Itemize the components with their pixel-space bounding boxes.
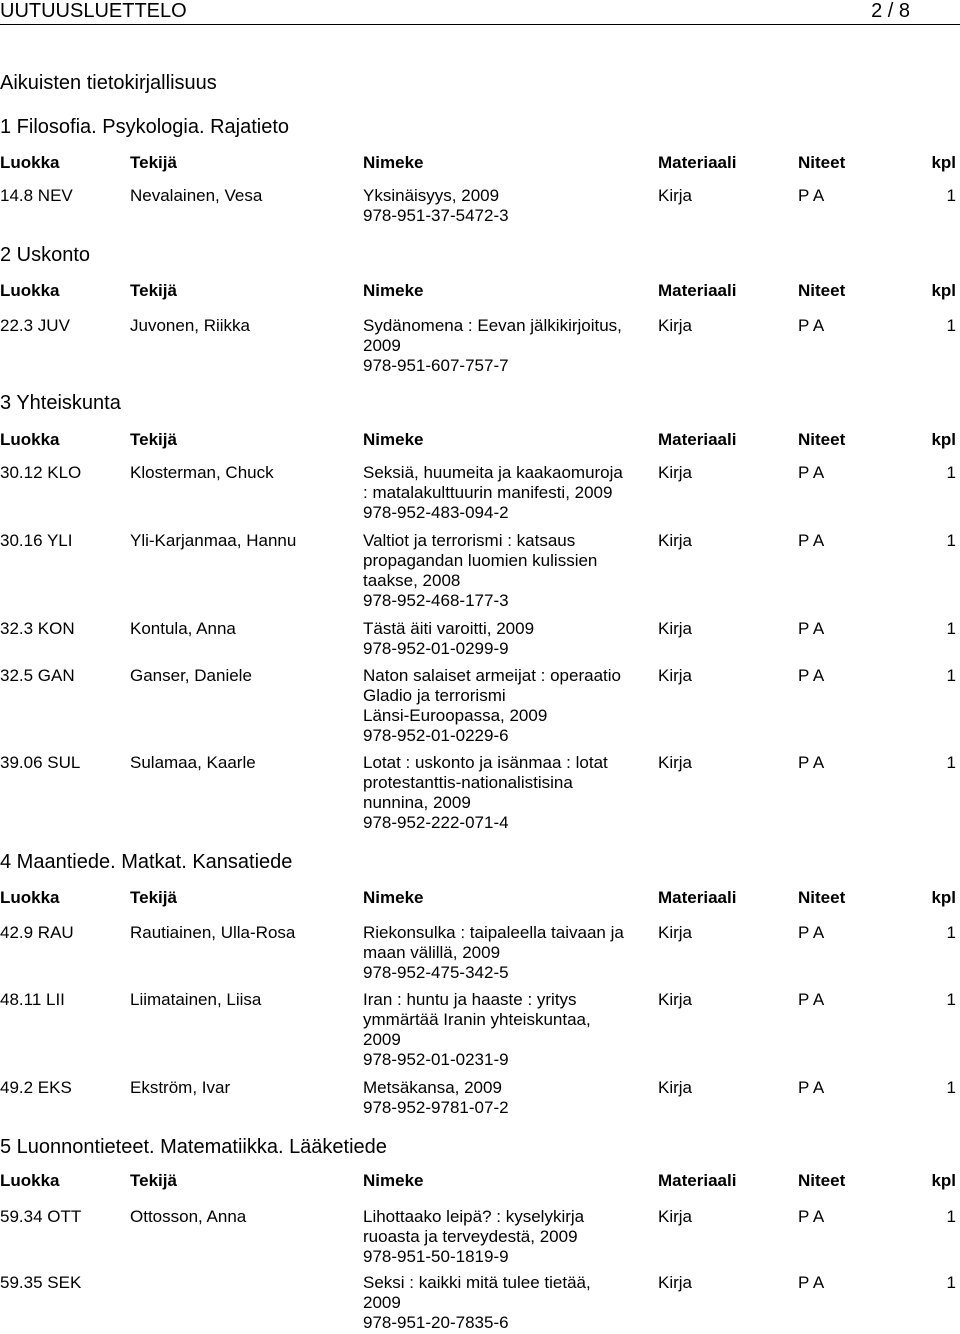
page-header bbox=[0, 0, 960, 22]
nimeke-line: taakse, 2008 bbox=[363, 571, 461, 590]
nimeke-line: 978-952-468-177-3 bbox=[363, 591, 509, 610]
niteet-cell: P A bbox=[798, 1273, 825, 1292]
column-header-niteet: Niteet bbox=[798, 430, 846, 449]
nimeke-cell bbox=[363, 186, 648, 226]
nimeke-line: 978-952-9781-07-2 bbox=[363, 1098, 509, 1117]
kpl-cell: 1 bbox=[946, 923, 956, 942]
nimeke-line: propagandan luomien kulissien bbox=[363, 551, 598, 570]
tekija-cell: Ekström, Ivar bbox=[130, 1078, 231, 1097]
column-header-luokka: Luokka bbox=[0, 1171, 60, 1190]
nimeke-line: Seksiä, huumeita ja kaakaomuroja bbox=[363, 463, 623, 482]
column-header-kpl: kpl bbox=[931, 888, 956, 907]
nimeke-line: 978-952-01-0231-9 bbox=[363, 1050, 509, 1069]
column-header-tekija: Tekijä bbox=[130, 430, 177, 449]
materiaali-cell: Kirja bbox=[658, 923, 693, 942]
column-header-luokka: Luokka bbox=[0, 430, 60, 449]
nimeke-cell bbox=[363, 666, 648, 746]
column-header-row bbox=[0, 281, 960, 301]
tekija-cell: Yli-Karjanmaa, Hannu bbox=[130, 531, 297, 550]
section-title: 4 Maantiede. Matkat. Kansatiede bbox=[0, 851, 293, 873]
materiaali-cell: Kirja bbox=[658, 619, 693, 638]
materiaali-cell: Kirja bbox=[658, 990, 693, 1009]
nimeke-line: 978-952-483-094-2 bbox=[363, 503, 509, 522]
column-header-niteet: Niteet bbox=[798, 1171, 846, 1190]
page-number: 2 / 8 bbox=[871, 0, 910, 22]
nimeke-line: Yksinäisyys, 2009 bbox=[363, 186, 500, 205]
column-header-row bbox=[0, 888, 960, 908]
nimeke-line: protestanttis-nationalistisina bbox=[363, 773, 573, 792]
kpl-cell: 1 bbox=[946, 316, 956, 335]
luokka-cell: 30.16 YLI bbox=[0, 531, 73, 550]
nimeke-line: 978-951-50-1819-9 bbox=[363, 1247, 509, 1266]
column-header-materiaali: Materiaali bbox=[658, 888, 737, 907]
column-header-niteet: Niteet bbox=[798, 281, 846, 300]
nimeke-line: Gladio ja terrorismi bbox=[363, 686, 506, 705]
nimeke-line: 978-952-01-0299-9 bbox=[363, 639, 509, 658]
section-title: 3 Yhteiskunta bbox=[0, 392, 121, 414]
column-header-materiaali: Materiaali bbox=[658, 430, 737, 449]
kpl-cell: 1 bbox=[946, 1273, 956, 1292]
nimeke-cell bbox=[363, 1207, 648, 1267]
kpl-cell: 1 bbox=[946, 463, 956, 482]
nimeke-line: Valtiot ja terrorismi : katsaus bbox=[363, 531, 576, 550]
nimeke-cell bbox=[363, 316, 648, 376]
column-header-luokka: Luokka bbox=[0, 281, 60, 300]
nimeke-cell bbox=[363, 923, 648, 983]
niteet-cell: P A bbox=[798, 1078, 825, 1097]
column-header-kpl: kpl bbox=[931, 281, 956, 300]
section-title: 5 Luonnontieteet. Matematiikka. Lääketiede bbox=[0, 1136, 387, 1158]
column-header-nimeke: Nimeke bbox=[363, 281, 424, 300]
luokka-cell: 32.5 GAN bbox=[0, 666, 75, 685]
niteet-cell: P A bbox=[798, 923, 825, 942]
column-header-luokka: Luokka bbox=[0, 888, 60, 907]
niteet-cell: P A bbox=[798, 753, 825, 772]
tekija-cell: Klosterman, Chuck bbox=[130, 463, 274, 482]
kpl-cell: 1 bbox=[946, 666, 956, 685]
nimeke-cell bbox=[363, 463, 648, 523]
materiaali-cell: Kirja bbox=[658, 1273, 693, 1292]
tekija-cell: Sulamaa, Kaarle bbox=[130, 753, 256, 772]
column-header-nimeke: Nimeke bbox=[363, 888, 424, 907]
kpl-cell: 1 bbox=[946, 1078, 956, 1097]
column-header-kpl: kpl bbox=[931, 153, 956, 172]
nimeke-line: Tästä äiti varoitti, 2009 bbox=[363, 619, 535, 638]
materiaali-cell: Kirja bbox=[658, 753, 693, 772]
nimeke-line: Metsäkansa, 2009 bbox=[363, 1078, 502, 1097]
luokka-cell: 49.2 EKS bbox=[0, 1078, 72, 1097]
nimeke-line: 2009 bbox=[363, 336, 401, 355]
materiaali-cell: Kirja bbox=[658, 1078, 693, 1097]
header-divider bbox=[0, 24, 960, 25]
column-header-row bbox=[0, 1171, 960, 1191]
tekija-cell: Ottosson, Anna bbox=[130, 1207, 247, 1226]
column-header-tekija: Tekijä bbox=[130, 153, 177, 172]
tekija-cell: Liimatainen, Liisa bbox=[130, 990, 262, 1009]
column-header-row bbox=[0, 153, 960, 173]
nimeke-line: Lihottaako leipä? : kyselykirja bbox=[363, 1207, 585, 1226]
nimeke-line: ruoasta ja terveydestä, 2009 bbox=[363, 1227, 578, 1246]
nimeke-line: 2009 bbox=[363, 1293, 401, 1312]
nimeke-line: maan välillä, 2009 bbox=[363, 943, 501, 962]
nimeke-line: ymmärtää Iranin yhteiskuntaa, bbox=[363, 1010, 591, 1029]
nimeke-line: Seksi : kaikki mitä tulee tietää, bbox=[363, 1273, 591, 1292]
tekija-cell: Kontula, Anna bbox=[130, 619, 236, 638]
nimeke-line: Riekonsulka : taipaleella taivaan ja bbox=[363, 923, 624, 942]
column-header-materiaali: Materiaali bbox=[658, 281, 737, 300]
nimeke-cell bbox=[363, 1273, 648, 1333]
nimeke-line: Länsi-Euroopassa, 2009 bbox=[363, 706, 548, 725]
nimeke-line: 978-951-37-5472-3 bbox=[363, 206, 509, 225]
main-heading: Aikuisten tietokirjallisuus bbox=[0, 72, 217, 94]
nimeke-line: 2009 bbox=[363, 1030, 401, 1049]
materiaali-cell: Kirja bbox=[658, 186, 693, 205]
nimeke-line: Lotat : uskonto ja isänmaa : lotat bbox=[363, 753, 608, 772]
nimeke-line: nunnina, 2009 bbox=[363, 793, 471, 812]
materiaali-cell: Kirja bbox=[658, 531, 693, 550]
niteet-cell: P A bbox=[798, 186, 825, 205]
column-header-kpl: kpl bbox=[931, 1171, 956, 1190]
nimeke-line: 978-952-222-071-4 bbox=[363, 813, 509, 832]
column-header-nimeke: Nimeke bbox=[363, 430, 424, 449]
nimeke-cell bbox=[363, 990, 648, 1070]
nimeke-line: 978-952-475-342-5 bbox=[363, 963, 509, 982]
materiaali-cell: Kirja bbox=[658, 1207, 693, 1226]
kpl-cell: 1 bbox=[946, 990, 956, 1009]
kpl-cell: 1 bbox=[946, 619, 956, 638]
materiaali-cell: Kirja bbox=[658, 666, 693, 685]
nimeke-line: 978-952-01-0229-6 bbox=[363, 726, 509, 745]
column-header-tekija: Tekijä bbox=[130, 281, 177, 300]
section-title: 1 Filosofia. Psykologia. Rajatieto bbox=[0, 116, 290, 138]
document-title: UUTUUSLUETTELO bbox=[0, 0, 187, 22]
materiaali-cell: Kirja bbox=[658, 316, 693, 335]
tekija-cell: Nevalainen, Vesa bbox=[130, 186, 263, 205]
kpl-cell: 1 bbox=[946, 1207, 956, 1226]
nimeke-cell bbox=[363, 531, 648, 611]
luokka-cell: 59.34 OTT bbox=[0, 1207, 82, 1226]
kpl-cell: 1 bbox=[946, 186, 956, 205]
nimeke-cell bbox=[363, 1078, 648, 1118]
nimeke-line: Naton salaiset armeijat : operaatio bbox=[363, 666, 621, 685]
luokka-cell: 32.3 KON bbox=[0, 619, 75, 638]
niteet-cell: P A bbox=[798, 1207, 825, 1226]
tekija-cell: Juvonen, Riikka bbox=[130, 316, 251, 335]
column-header-tekija: Tekijä bbox=[130, 1171, 177, 1190]
section-title: 2 Uskonto bbox=[0, 244, 91, 266]
niteet-cell: P A bbox=[798, 463, 825, 482]
nimeke-line: 978-951-607-757-7 bbox=[363, 356, 509, 375]
column-header-row bbox=[0, 430, 960, 450]
column-header-kpl: kpl bbox=[931, 430, 956, 449]
materiaali-cell: Kirja bbox=[658, 463, 693, 482]
luokka-cell: 14.8 NEV bbox=[0, 186, 73, 205]
column-header-niteet: Niteet bbox=[798, 153, 846, 172]
niteet-cell: P A bbox=[798, 316, 825, 335]
nimeke-cell bbox=[363, 753, 648, 833]
tekija-cell: Ganser, Daniele bbox=[130, 666, 252, 685]
nimeke-line: 978-951-20-7835-6 bbox=[363, 1313, 509, 1332]
luokka-cell: 48.11 LII bbox=[0, 990, 65, 1009]
nimeke-line: Iran : huntu ja haaste : yritys bbox=[363, 990, 577, 1009]
luokka-cell: 22.3 JUV bbox=[0, 316, 70, 335]
column-header-materiaali: Materiaali bbox=[658, 1171, 737, 1190]
nimeke-line: : matalakulttuurin manifesti, 2009 bbox=[363, 483, 613, 502]
nimeke-line: Sydänomena : Eevan jälkikirjoitus, bbox=[363, 316, 622, 335]
kpl-cell: 1 bbox=[946, 753, 956, 772]
luokka-cell: 42.9 RAU bbox=[0, 923, 74, 942]
column-header-nimeke: Nimeke bbox=[363, 1171, 424, 1190]
kpl-cell: 1 bbox=[946, 531, 956, 550]
niteet-cell: P A bbox=[798, 619, 825, 638]
column-header-nimeke: Nimeke bbox=[363, 153, 424, 172]
niteet-cell: P A bbox=[798, 990, 825, 1009]
column-header-materiaali: Materiaali bbox=[658, 153, 737, 172]
luokka-cell: 30.12 KLO bbox=[0, 463, 82, 482]
niteet-cell: P A bbox=[798, 531, 825, 550]
column-header-tekija: Tekijä bbox=[130, 888, 177, 907]
nimeke-cell bbox=[363, 619, 648, 659]
luokka-cell: 39.06 SUL bbox=[0, 753, 81, 772]
niteet-cell: P A bbox=[798, 666, 825, 685]
tekija-cell: Rautiainen, Ulla-Rosa bbox=[130, 923, 296, 942]
column-header-niteet: Niteet bbox=[798, 888, 846, 907]
luokka-cell: 59.35 SEK bbox=[0, 1273, 82, 1292]
column-header-luokka: Luokka bbox=[0, 153, 60, 172]
